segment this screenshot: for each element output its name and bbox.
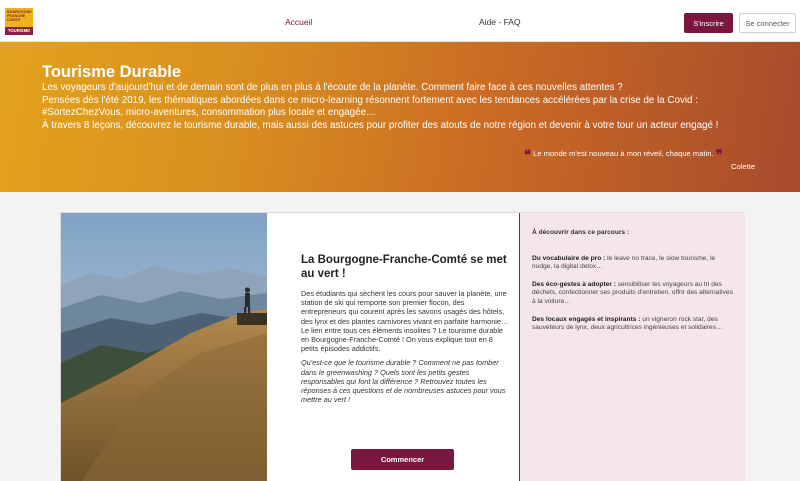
quote-text: Le monde m'est nouveau à mon réveil, chaque matin. bbox=[533, 149, 714, 158]
hero-paragraph-1: Les voyageurs d'aujourd'hui et de demain sont de plus en plus à l'écoute de la planète. Comment faire face à ces nouvelles attentes ? bbox=[42, 82, 623, 93]
course-description bbox=[267, 213, 519, 481]
highlight-item-eco-gestures bbox=[532, 281, 736, 306]
course-paragraph-3: Qu'est-ce que le tourisme durable ? Comment ne pas tomber dans le greenwashing ? Quels sont les petits gestes responsables qui font la différence ? Retrouvez toutes les réponses à ces questions et de nombreuses astuces pour vous mettre au vert ! bbox=[301, 358, 506, 405]
mountain-hiker-photo bbox=[61, 213, 267, 481]
nav-link-accueil[interactable]: Accueil bbox=[285, 17, 313, 27]
hero-description bbox=[42, 82, 772, 132]
course-paragraph-2: Le lien entre tous ces éléments insolites ? Le tourisme durable en Bourgogne-Franche-Comté ! On vous explique tout en 8 petits épisodes addictifs. bbox=[301, 325, 503, 354]
hero-quote bbox=[524, 148, 723, 163]
hero-title: Tourisme Durable bbox=[42, 63, 182, 81]
highlight-text: sensibiliser les voyageurs au tri des déchets, confectionner ses produits d'entretien, offrir des alternatives à la voiture… bbox=[532, 281, 733, 305]
signup-button[interactable]: S'inscrire bbox=[684, 13, 733, 33]
highlight-label: Des locaux engagés et inspirants : bbox=[532, 316, 641, 323]
top-navigation-bar bbox=[0, 0, 800, 42]
course-body bbox=[301, 289, 509, 404]
logo-text-block bbox=[5, 8, 33, 27]
quote-author: Colette bbox=[731, 162, 756, 171]
highlights-title: À découvrir dans ce parcours : bbox=[532, 229, 630, 236]
highlight-item-local-actors bbox=[532, 316, 736, 333]
highlight-item-vocabulary bbox=[532, 255, 736, 272]
logo-tourisme-band: TOURISME bbox=[5, 27, 33, 35]
start-course-button[interactable]: Commencer bbox=[351, 449, 454, 470]
highlight-text: le leave no trace, le slow tourisme, le nudge, la digital detox… bbox=[532, 255, 716, 271]
close-quote-icon: ❞ bbox=[715, 148, 723, 163]
hero-paragraph-3: À travers 8 leçons, découvrez le tourisme durable, mais aussi des astuces pour profiter des atouts de notre région et devenir à votre tour un acteur engagé ! bbox=[42, 119, 719, 131]
course-highlights-panel bbox=[519, 213, 745, 481]
bourgogne-franche-comte-tourisme-logo[interactable] bbox=[5, 8, 33, 35]
nav-link-aide-faq[interactable]: Aide - FAQ bbox=[479, 17, 521, 27]
course-title: La Bourgogne-Franche-Comté se met au vert ! bbox=[301, 254, 507, 280]
course-paragraph-1: Des étudiants qui sèchent les cours pour sauver la planète, une station de ski qui remporte son premier flocon, des entrepreneurs qui courent après les savons usagés des hôtels, des lynx et des plantes carnivores vivant en parfaite harmonie… bbox=[301, 289, 509, 326]
highlight-text: un vigneron rock star, des sauveteurs de lynx, deux agricultrices ingénieuses et solidaires… bbox=[532, 316, 723, 332]
logo-line-1: BOURGOGNE bbox=[7, 10, 32, 14]
login-button[interactable]: Se connecter bbox=[739, 13, 796, 33]
highlight-label: Des éco-gestes à adopter : bbox=[532, 281, 616, 288]
course-card bbox=[60, 212, 744, 481]
mountain-landscape-image bbox=[61, 213, 267, 481]
open-quote-icon: ❝ bbox=[524, 148, 531, 163]
hero-banner bbox=[0, 42, 800, 192]
logo-line-3: COMTÉ bbox=[7, 18, 21, 22]
highlight-label: Du vocabulaire de pro : bbox=[532, 255, 606, 262]
hero-paragraph-2: Pensées dès l'été 2019, les thématiques abordées dans ce micro-learning résonnent fortement avec les tendances accélérées par la crise de la Covid : #SortezChezVous, micro-aventures, consommation plus locale et engagée… bbox=[42, 94, 698, 119]
logo-line-2: FRANCHE bbox=[7, 14, 26, 18]
